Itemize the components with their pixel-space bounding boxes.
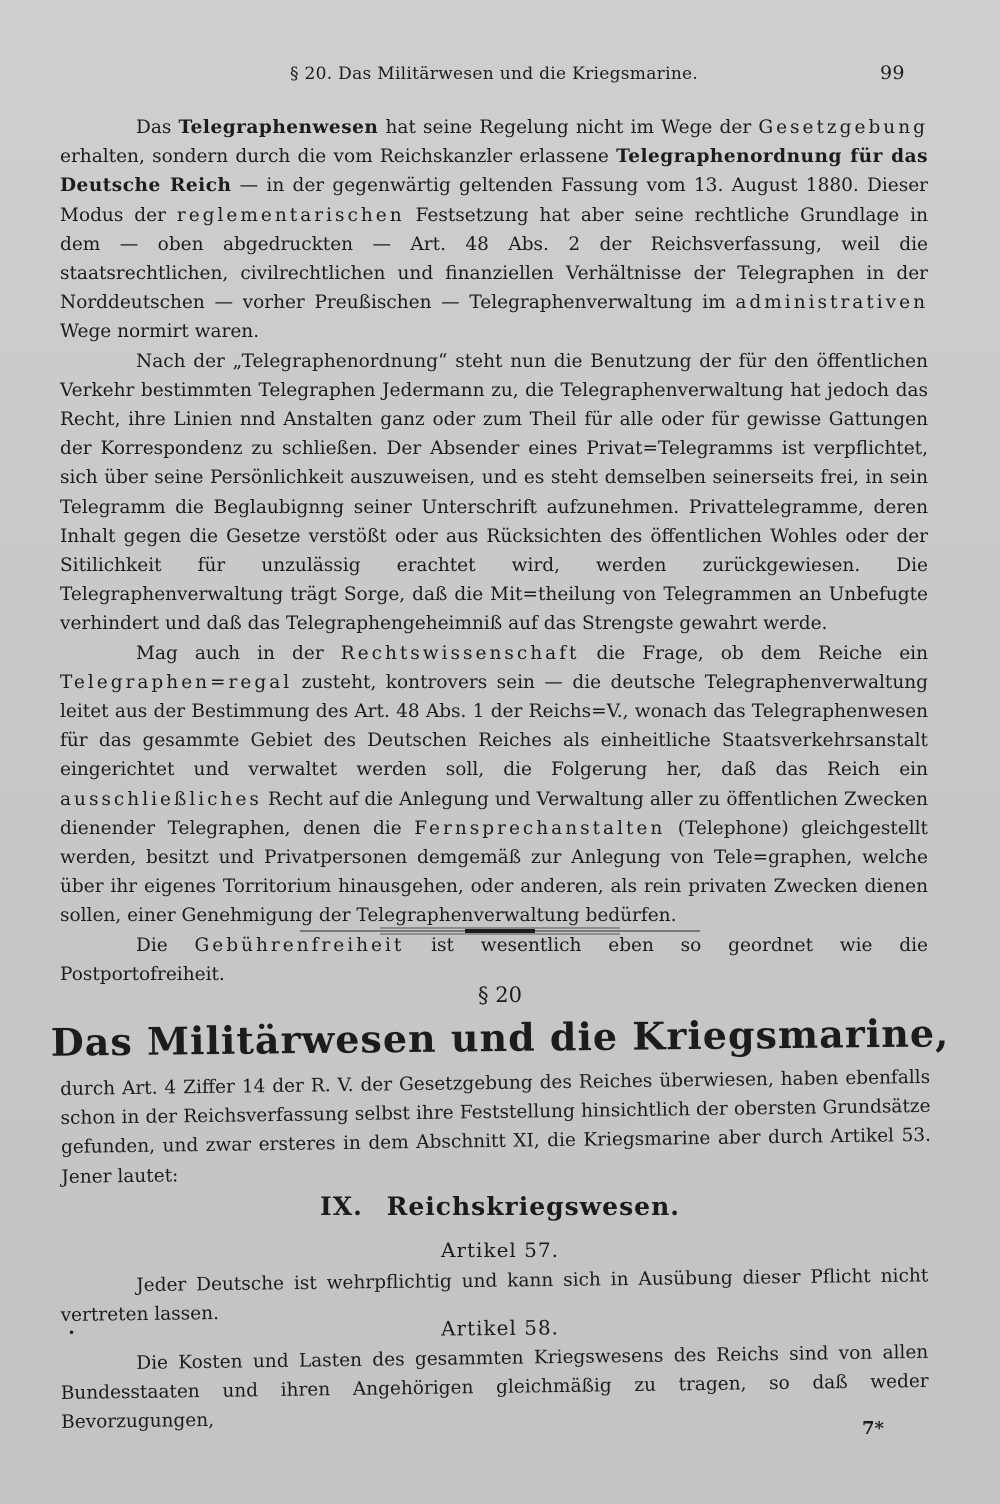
section-divider-ornament — [300, 922, 700, 940]
spaced-term: administrativen — [735, 292, 928, 314]
article-57-text: Jeder Deutsche ist wehrpflichtig und kann sich in Ausübung dieser Pflicht nicht vertreten lassen. — [60, 1265, 929, 1327]
spaced-term: ausschließliches — [60, 788, 262, 810]
text-run: hat seine Regelung nicht im Wege der — [378, 117, 759, 138]
article-58-text: Die Kosten und Lasten des gesammten Kriegswesens des Reichs sind von allen Bundesstaaten und ihren Angehörigen gleichmäßig zu tragen, so daß weder Bevorzugungen, — [60, 1341, 929, 1434]
text-run: erhalten, sondern durch die vom Reichskanzler erlassene — [60, 146, 617, 168]
text-run: Wege normirt waren. — [60, 321, 260, 343]
chapter-title: Reichskriegswesen. — [386, 1192, 680, 1221]
text-run: — in der gegenwärtig geltenden Fassung vom 13. August 1880. Dieser Modus der — [60, 175, 928, 226]
chapter-numeral: IX. — [320, 1192, 363, 1221]
text-run: Recht auf die Anlegung und Verwaltung aller zu öffentlichen Zwecken dienender Telegraphen, denen die — [60, 788, 928, 839]
bold-term: Telegraphenwesen — [178, 117, 379, 138]
page-number: 99 — [880, 62, 905, 84]
paragraph-telegraphenordnung: Nach der „Telegraphenordnung“ steht nun die Benutzung der für den öffentlichen Verkehr bestimmten Telegraphen Jedermann zu, die Telegraphenverwaltung hat jedoch das Recht, ihre Linien nnd Anstalten ganz oder zum Theil für alle oder für gewisse Gattungen der Korrespondenz zu schließen. Der Absender eines Privat=Telegramms ist verpflichtet, sich über seine Persönlichkeit auszuweisen, und es steht demselben seinerseits frei, in sein Telegramm die Beglaubignng seiner Unterschrift aufzunehmen. Privattelegramme, deren Inhalt gegen die Gesetze verstößt oder aus Rücksichten des öffentlichen Wohles oder der Sitilichkeit für unzulässig erachtet wird, werden zurückgewiesen. Die Telegraphenverwaltung trägt Sorge, daß die Mit=theilung von Telegrammen an Unbefugte verhindert und daß das Telegraphengeheimniß auf das Strengste gewahrt werde. — [60, 350, 928, 635]
section-intro: durch Art. 4 Ziffer 14 der R. V. der Gesetzgebung des Reiches überwiesen, haben ebenfalls schon in der Reichsverfassung selbst ihre Feststellung hinsichtlich der obersten Grundsätze gefunden, und zwar ersteres in dem Abschnitt XI, die Kriegsmarine aber durch Artikel 53. Jener lautet: — [60, 1066, 932, 1188]
text-run: Das — [136, 117, 179, 138]
spaced-term: Telegraphen=regal — [60, 671, 293, 693]
section-intro-block — [60, 1063, 932, 1192]
spaced-term: Rechtswissenschaft — [340, 642, 580, 664]
running-head — [0, 60, 1000, 90]
text-run: die Frage, ob dem Reiche ein — [579, 642, 928, 664]
spaced-term: reglementarischen — [176, 204, 405, 226]
text-run: Festsetzung hat aber seine rechtliche Grundlage in dem — oben abgedruckten — Art. 48 Abs. 2 der Reichsverfassung, weil die staatsrechtlichen, civilrechtlichen und finanziellen Verhältnisse der Telegraphen in der Norddeutschen — vorher Preußischen — Telegraphenverwaltung im — [60, 204, 928, 314]
text-run: Die — [136, 934, 195, 956]
article-57-heading: Artikel 57. — [441, 1238, 559, 1262]
text-run: (Telephone) gleichgestellt werden, besitzt und Privatpersonen demgemäß zur Anlegung von Tele=graphen, welche über ihr eigenes Torritorium hinausgehen, oder anderen, als rein privaten Zwecken dienen sollen, einer Genehmigung der Telegraphenverwaltung bedürfen. — [60, 817, 928, 927]
text-run: ist wesentlich eben so geordnet wie die Postportofreiheit. — [60, 934, 928, 985]
section-number: § 20 — [478, 983, 522, 1007]
text-run: zusteht, kontrovers sein — die deutsche Telegraphenverwaltung leitet aus der Bestimmung des Art. 48 Abs. 1 der Reichs=V., wonach das Telegraphenwesen für das gesammte Gebiet des Deutschen Reiches als einheitliche Staatsverkehrsanstalt eingerichtet und verwaltet werden soll, die Folgerung her, daß das Reich ein — [60, 671, 928, 781]
running-head-title: § 20. Das Militärwesen und die Kriegsmarine. — [290, 64, 699, 84]
spaced-term: Gebührenfreiheit — [194, 934, 405, 956]
text-run: Mag auch in der — [136, 642, 341, 664]
body-text-block — [60, 113, 928, 989]
article-58-heading: Artikel 58. — [440, 1315, 560, 1341]
article-58-block — [60, 1328, 929, 1438]
margin-mark: • — [68, 1326, 76, 1340]
spaced-term: Gesetzgebung — [758, 117, 928, 138]
paragraph-telegraphenwesen — [60, 113, 928, 347]
section-title: Das Militärwesen und die Kriegsmarine, — [50, 1010, 950, 1065]
signature-mark: 7* — [862, 1418, 884, 1439]
bold-term: Telegraphenordnung für das Deutsche Reich — [60, 146, 928, 197]
spaced-term: Fernsprechanstalten — [414, 817, 666, 839]
chapter-heading — [0, 1192, 1000, 1221]
paragraph-telegraphenregal — [60, 639, 928, 931]
